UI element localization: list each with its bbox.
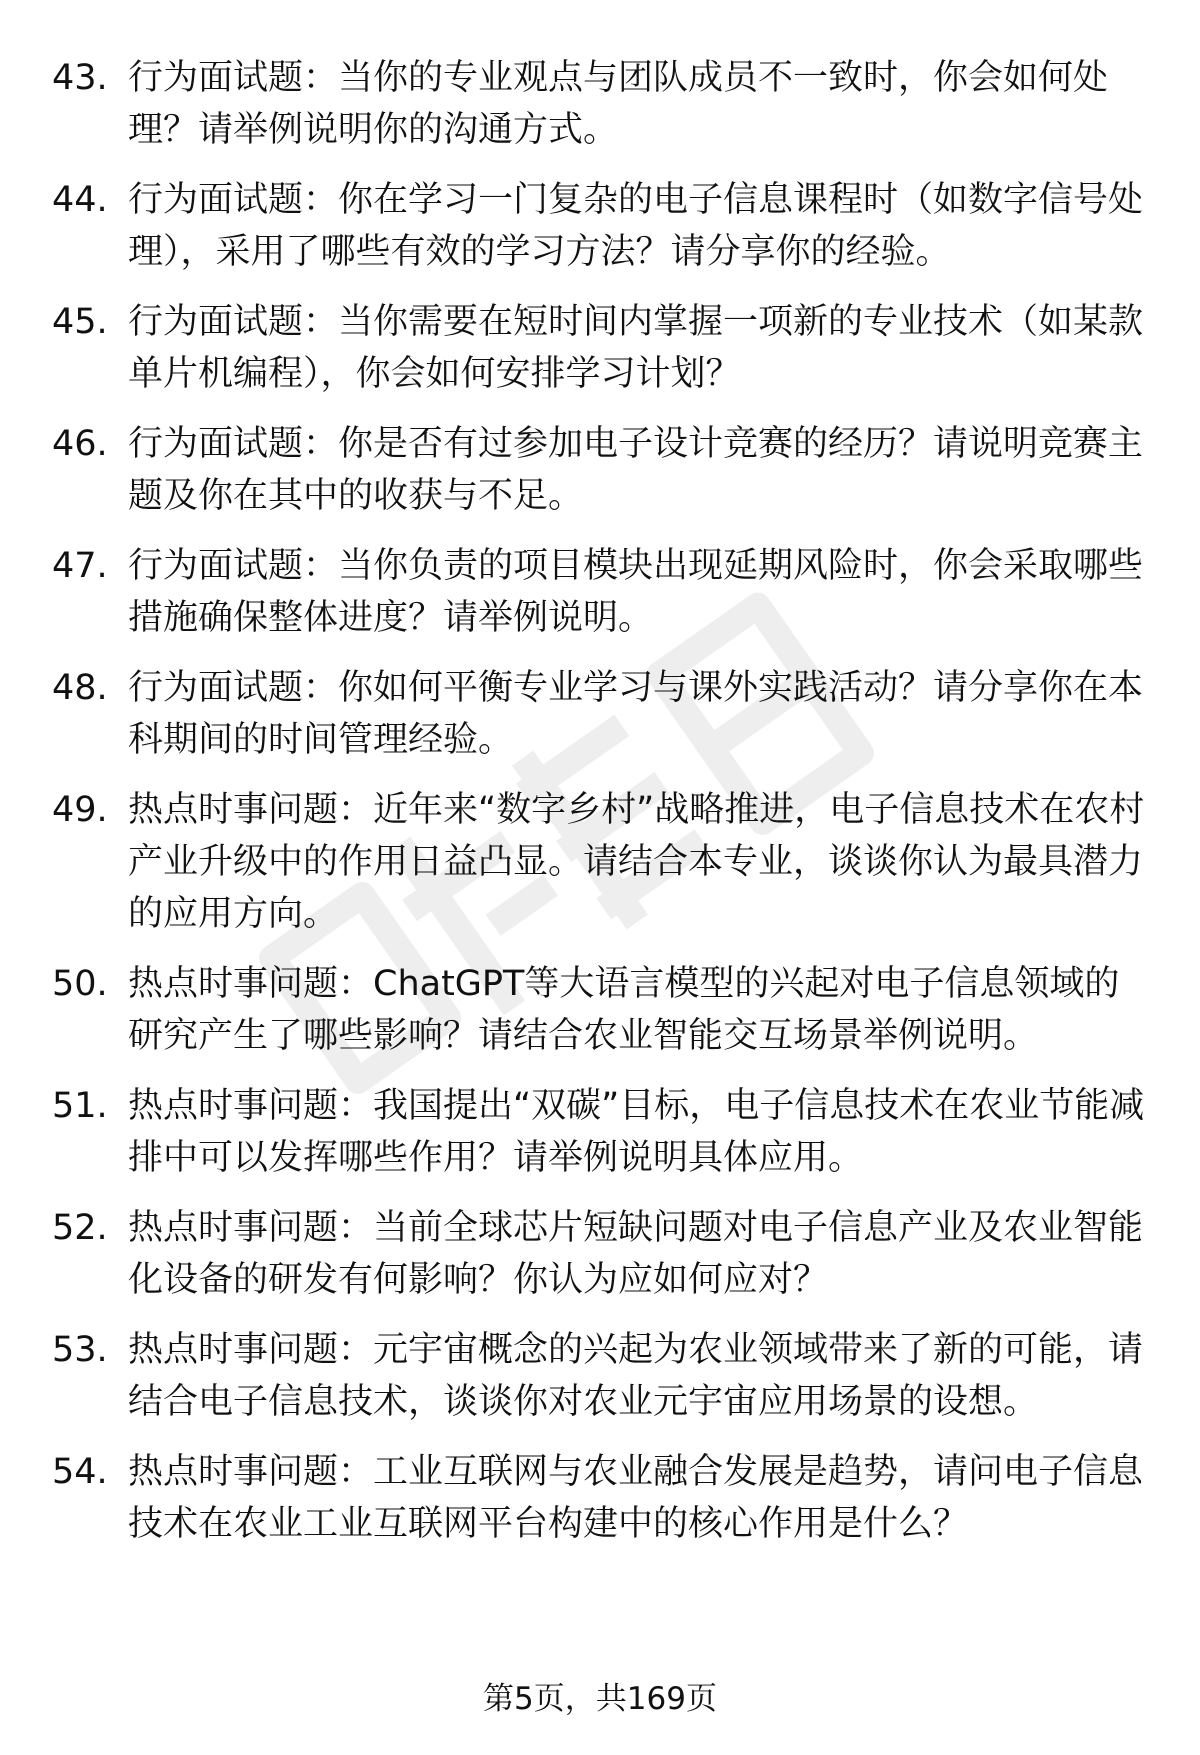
question-number: 48.: [52, 668, 108, 708]
question-item: [52, 662, 1148, 766]
question-number: 52.: [52, 1208, 108, 1248]
question-number: 46.: [52, 424, 108, 464]
question-item: [52, 418, 1148, 522]
question-item: [52, 958, 1148, 1062]
question-number: 44.: [52, 180, 108, 220]
question-item: [52, 1324, 1148, 1428]
question-item: [52, 1446, 1148, 1550]
question-text: 热点时事问题：我国提出“双碳”目标，电子信息技术在农业节能减排中可以发挥哪些作用？请举例说明具体应用。: [128, 1086, 1145, 1178]
question-text: 行为面试题：当你负责的项目模块出现延期风险时，你会采取哪些措施确保整体进度？请举例说明。: [128, 546, 1144, 638]
question-number: 53.: [52, 1330, 108, 1370]
page-footer: [0, 1677, 1200, 1721]
question-item: [52, 52, 1148, 156]
question-item: [52, 174, 1148, 278]
question-text: 行为面试题：你在学习一门复杂的电子信息课程时（如数字信号处理），采用了哪些有效的学习方法？请分享你的经验。: [128, 180, 1144, 272]
question-text: 热点时事问题：元宇宙概念的兴起为农业领域带来了新的可能，请结合电子信息技术，谈谈你对农业元宇宙应用场景的设想。: [128, 1330, 1144, 1422]
question-item: [52, 296, 1148, 400]
page-number-label: 第5页，共169页: [483, 1681, 717, 1717]
question-text: 热点时事问题：工业互联网与农业融合发展是趋势，请问电子信息技术在农业工业互联网平台构建中的核心作用是什么？: [128, 1452, 1144, 1544]
question-text: 行为面试题：你是否有过参加电子设计竞赛的经历？请说明竞赛主题及你在其中的收获与不足。: [128, 424, 1144, 516]
question-number: 47.: [52, 546, 108, 586]
question-number: 45.: [52, 302, 108, 342]
question-number: 49.: [52, 790, 108, 830]
question-item: [52, 1080, 1148, 1184]
question-text: 行为面试题：当你需要在短时间内掌握一项新的专业技术（如某款单片机编程），你会如何安排学习计划？: [128, 302, 1144, 394]
question-number: 51.: [52, 1086, 108, 1126]
question-list: [52, 52, 1148, 1568]
question-item: [52, 540, 1148, 644]
question-text: 热点时事问题：当前全球芯片短缺问题对电子信息产业及农业智能化设备的研发有何影响？你认为应如何应对？: [128, 1208, 1144, 1300]
question-text: 热点时事问题：ChatGPT等大语言模型的兴起对电子信息领域的研究产生了哪些影响？请结合农业智能交互场景举例说明。: [128, 964, 1120, 1056]
question-text: 行为面试题：你如何平衡专业学习与课外实践活动？请分享你在本科期间的时间管理经验。: [128, 668, 1144, 760]
question-number: 54.: [52, 1452, 108, 1492]
question-item: [52, 1202, 1148, 1306]
question-number: 50.: [52, 964, 108, 1004]
question-text: 热点时事问题：近年来“数字乡村”战略推进，电子信息技术在农村产业升级中的作用日益凸显。请结合本专业，谈谈你认为最具潜力的应用方向。: [128, 790, 1145, 934]
question-number: 43.: [52, 58, 108, 98]
question-item: [52, 784, 1148, 940]
question-text: 行为面试题：当你的专业观点与团队成员不一致时，你会如何处理？请举例说明你的沟通方式。: [128, 58, 1109, 150]
